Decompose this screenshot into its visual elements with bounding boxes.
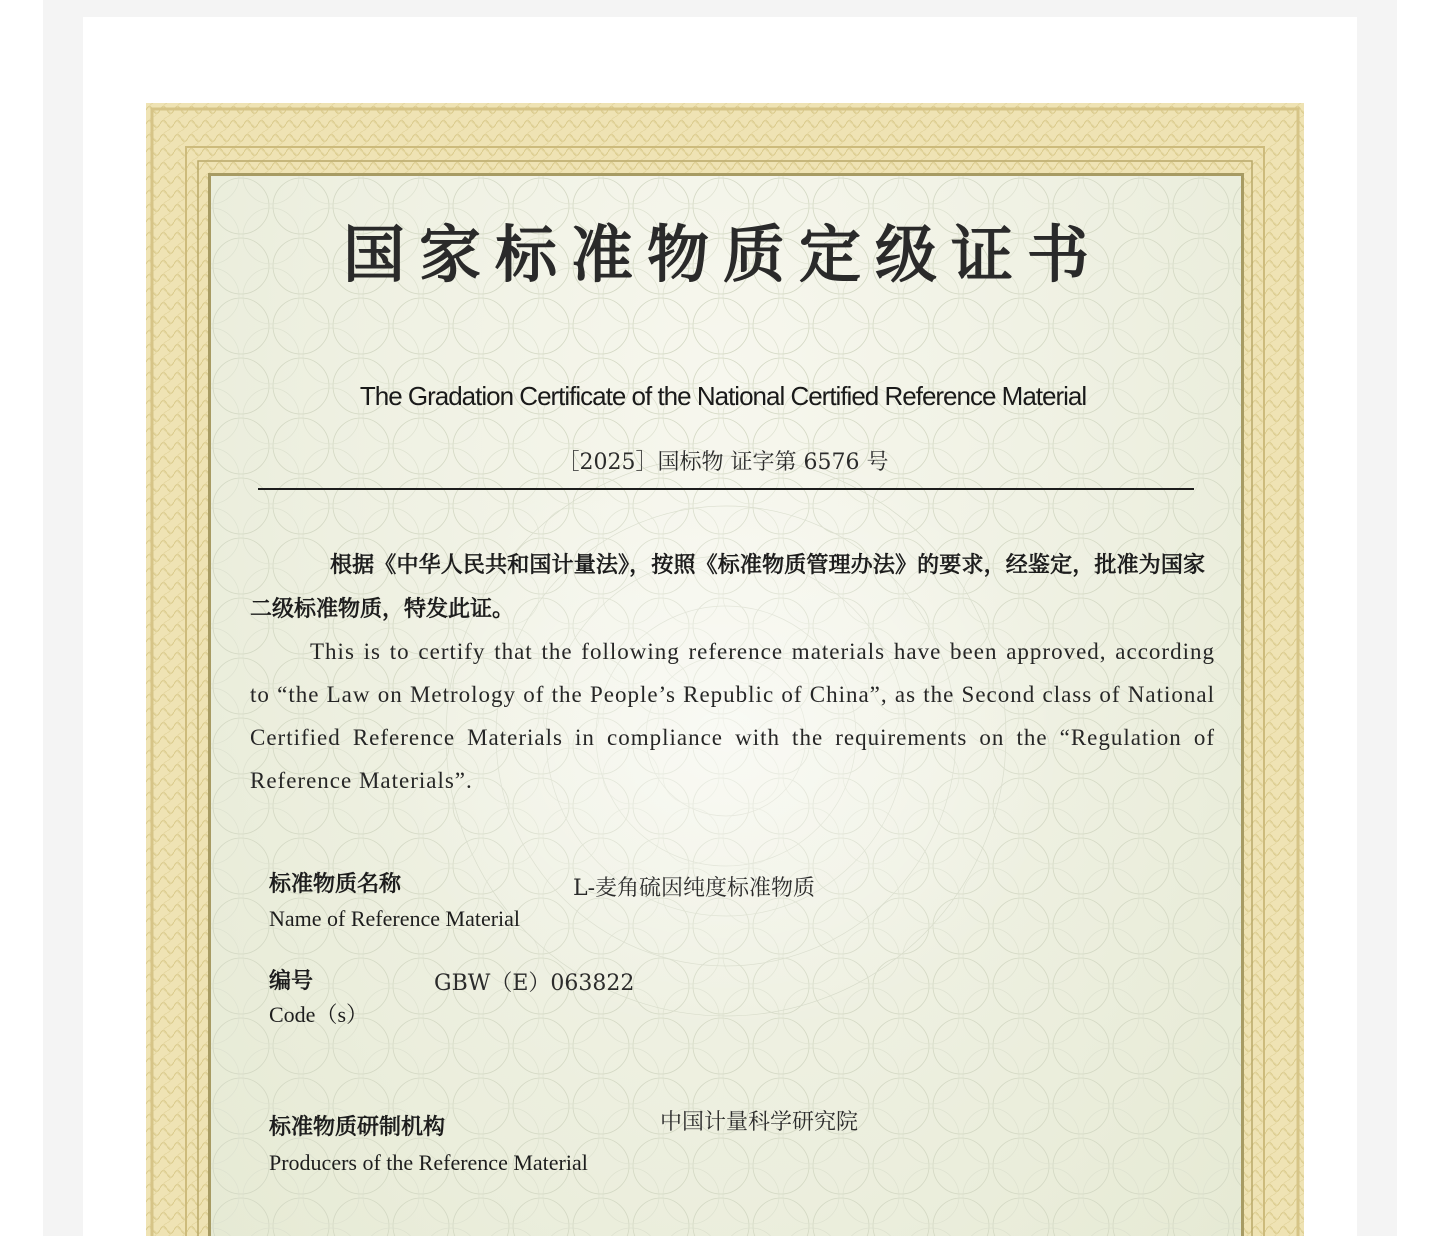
certification-statement-chinese: 根据《中华人民共和国计量法》，按照《标准物质管理办法》的要求，经鉴定，批准为国家二级标准物质，特发此证。 (250, 552, 1205, 622)
producer-label-chinese: 标准物质研制机构 (269, 1114, 446, 1140)
title-divider (258, 488, 1194, 490)
certificate-title-chinese: 国家标准物质定级证书 (342, 218, 1103, 291)
reference-material-code: GBW（E）063822 (434, 971, 635, 996)
producer-label-english: Producers of the Reference Material (269, 1150, 588, 1175)
certification-statement-english: This is to certify that the following reference materials have been approved, according to “the Law on Metrology of the People’s Republic of China”, as the Second class of National Certified Reference Materials in compliance with the requirements on the “Regulation of Reference Materials”. (250, 639, 1215, 793)
producer-organization: 中国计量科学研究院 (660, 1110, 859, 1135)
reference-material-name: L-麦角硫因纯度标准物质 (573, 876, 816, 901)
code-label-english: Code（s） (269, 1002, 369, 1027)
code-label-chinese: 编号 (269, 968, 314, 994)
name-label-english: Name of Reference Material (269, 906, 521, 931)
certificate-number: ［2025］国标物 证字第 6576 号 (557, 450, 889, 475)
certificate-title-english: The Gradation Certificate of the National Certified Reference Material (359, 381, 1087, 411)
name-label-chinese: 标准物质名称 (269, 871, 402, 897)
